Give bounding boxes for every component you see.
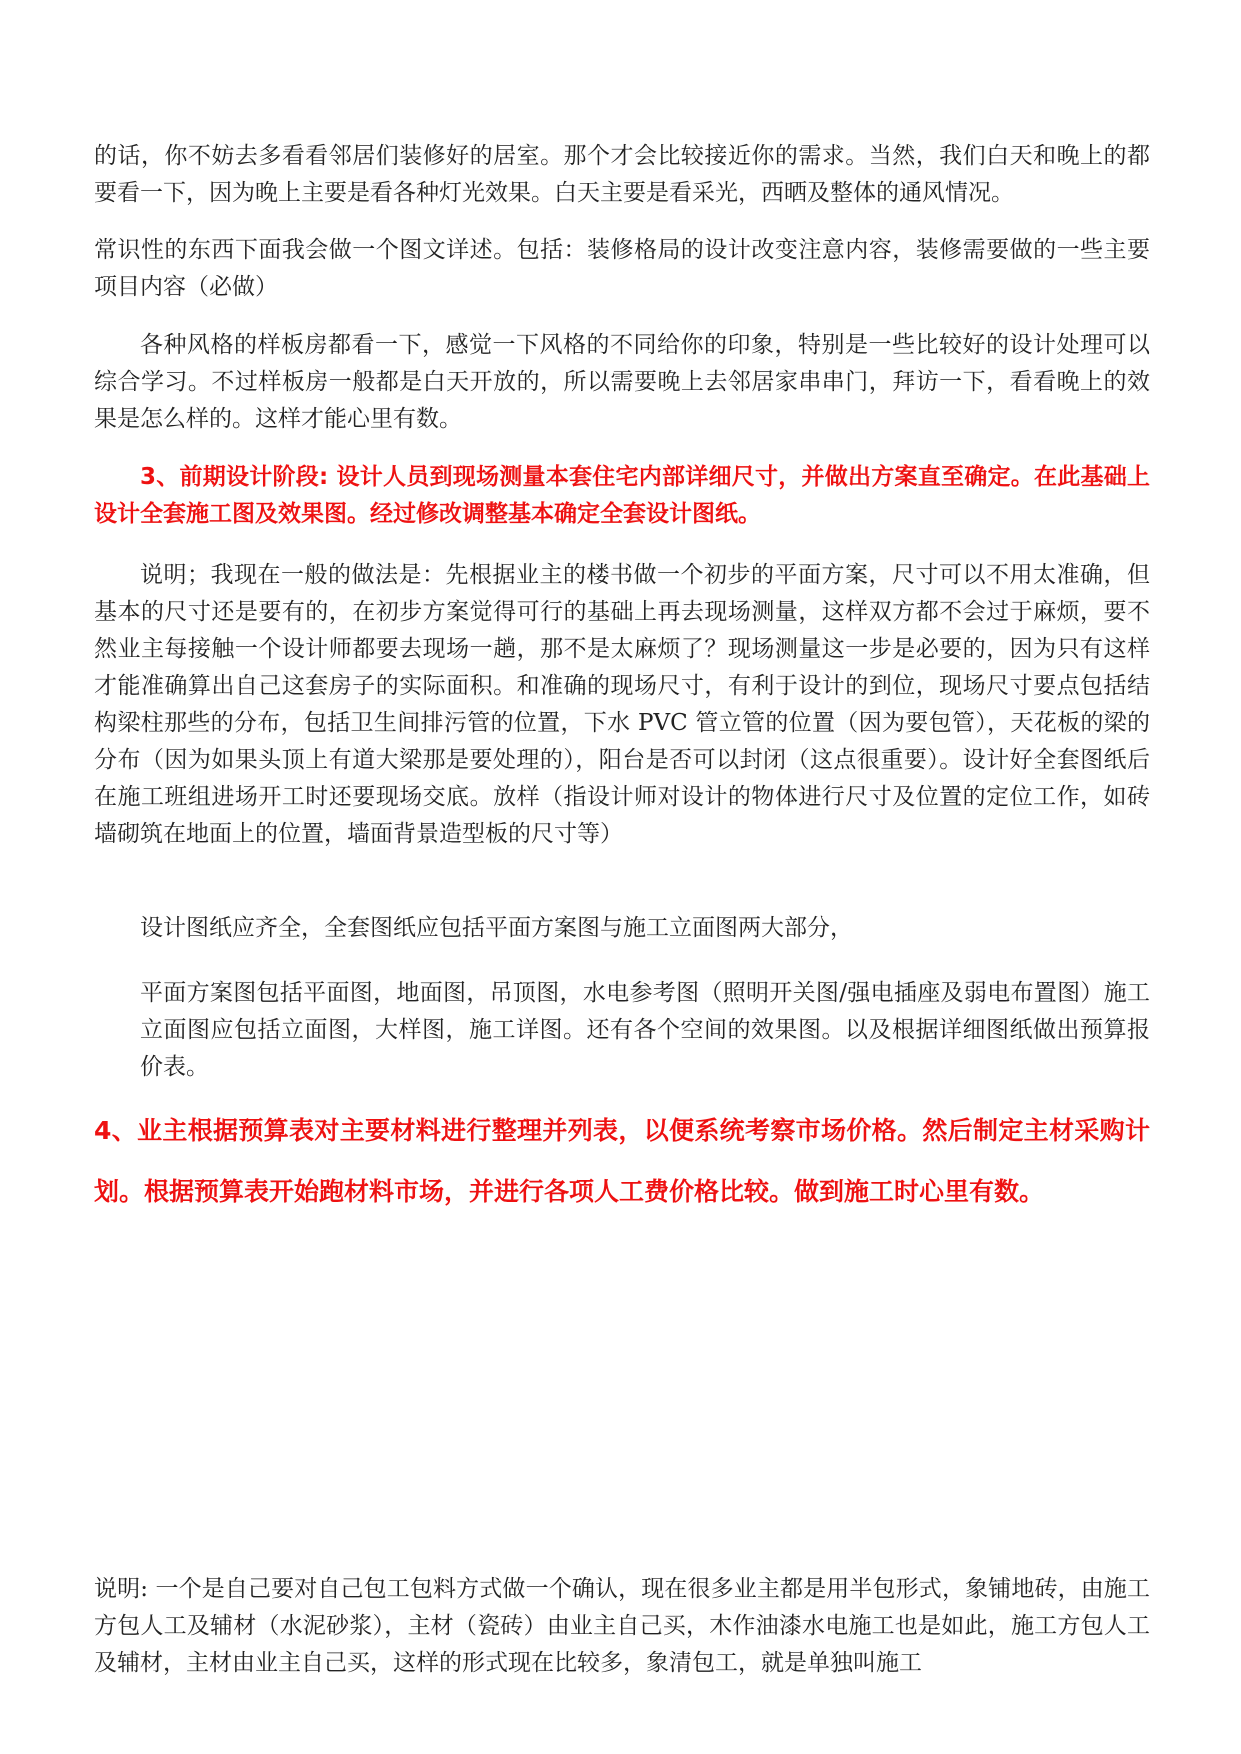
paragraph-drawing-list: 平面方案图包括平面图，地面图，吊顶图，水电参考图（照明开关图/强电插座及弱电布置图）施工立面图应包括立面图，大样图，施工详图。还有各个空间的效果图。以及根据详细图纸做出预算报价表。	[140, 980, 1150, 1080]
paragraph-common-knowledge: 常识性的东西下面我会做一个图文详述。包括：装修格局的设计改变注意内容，装修需要做的一些主要项目内容（必做）	[94, 237, 1150, 300]
paragraph-drawings-complete: 设计图纸应齐全，全套图纸应包括平面方案图与施工立面图两大部分，	[140, 915, 853, 941]
paragraph-design-explanation: 说明；我现在一般的做法是：先根据业主的楼书做一个初步的平面方案，尺寸可以不用太准确，但基本的尺寸还是要有的，在初步方案觉得可行的基础上再去现场测量，这样双方都不会过于麻烦，要不然业主每接触一个设计师都要去现场一趟，那不是太麻烦了？现场测量这一步是必要的，因为只有这样才能准确算出自己这套房子的实际面积。和准确的现场尺寸，有利于设计的到位，现场尺寸要点包括结构梁柱那些的分布，包括卫生间排污管的位置，下水 PVC 管立管的位置（因为要包管），天花板的梁的分布（因为如果头顶上有道大梁那是要处理的），阳台是否可以封闭（这点很重要）。设计好全套图纸后在施工班组进场开工时还要现场交底。放样（指设计师对设计的物体进行尺寸及位置的定位工作，如砖墙砌筑在地面上的位置，墙面背景造型板的尺寸等）	[94, 562, 1150, 847]
heading-step-3-design: 3、前期设计阶段: 设计人员到现场测量本套住宅内部详细尺寸，并做出方案直至确定。在此基础上设计全套施工图及效果图。经过修改调整基本确定全套设计图纸。	[94, 464, 1150, 527]
paragraph-contract-explanation: 说明: 一个是自己要对自己包工包料方式做一个确认，现在很多业主都是用半包形式，象铺地砖，由施工方包人工及辅材（水泥砂浆），主材（瓷砖）由业主自己买，木作油漆水电施工也是如此，施工方包人工及辅材，主材由业主自己买，这样的形式现在比较多，象清包工，就是单独叫施工	[94, 1576, 1150, 1676]
paragraph-model-rooms: 各种风格的样板房都看一下，感觉一下风格的不同给你的印象，特别是一些比较好的设计处理可以综合学习。不过样板房一般都是白天开放的，所以需要晚上去邻居家串串门，拜访一下，看看晚上的效果是怎么样的。这样才能心里有数。	[94, 332, 1150, 432]
heading-step-4-materials: 4、业主根据预算表对主要材料进行整理并列表，以便系统考察市场价格。然后制定主材采购计划。根据预算表开始跑材料市场，并进行各项人工费价格比较。做到施工时心里有数。	[94, 1116, 1150, 1206]
paragraph-intro-continued: 的话，你不妨去多看看邻居们装修好的居室。那个才会比较接近你的需求。当然，我们白天和晚上的都要看一下，因为晚上主要是看各种灯光效果。白天主要是看采光，西晒及整体的通风情况。	[94, 143, 1150, 206]
